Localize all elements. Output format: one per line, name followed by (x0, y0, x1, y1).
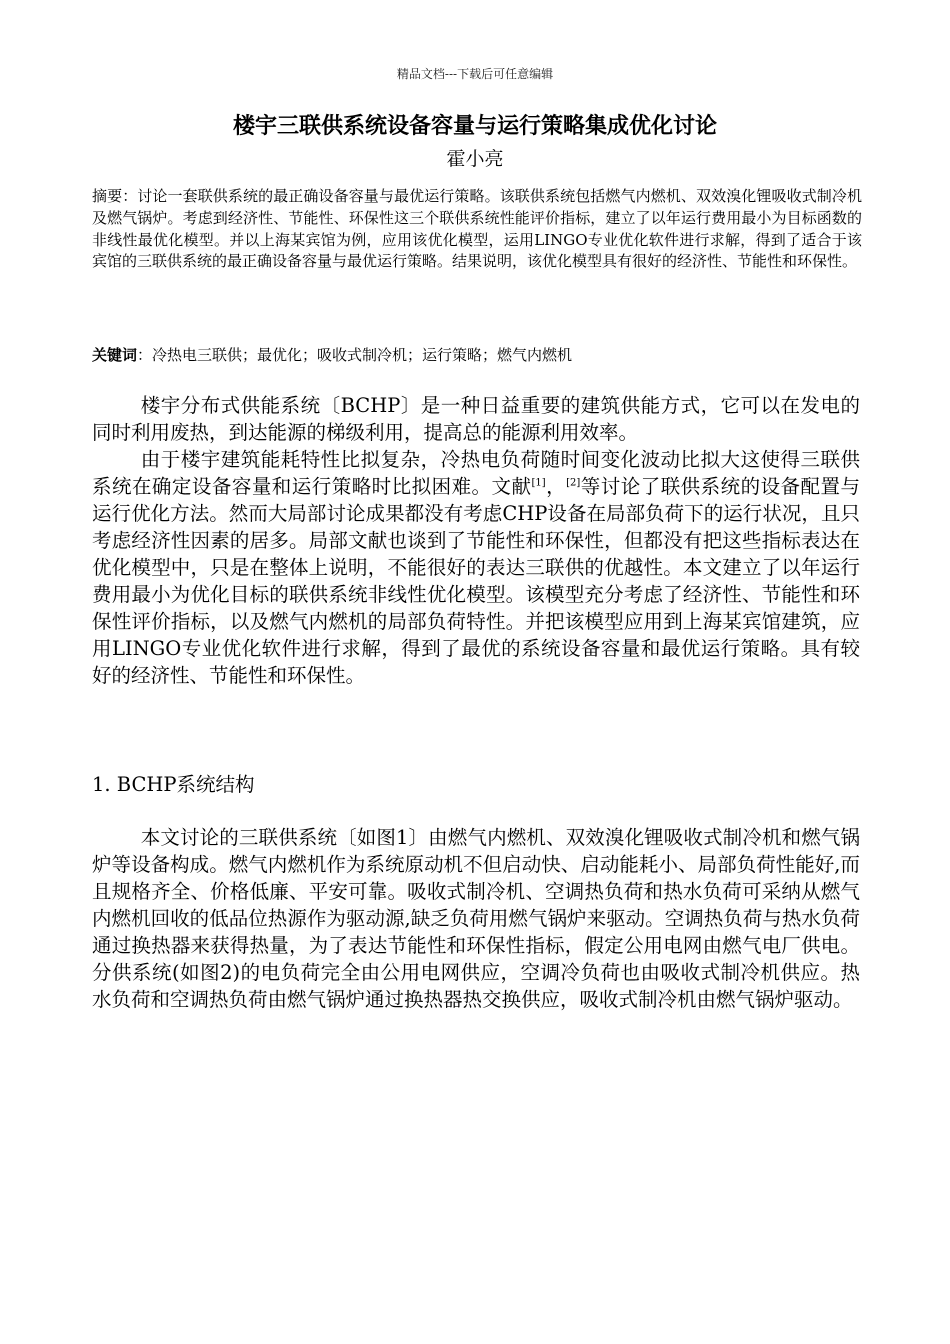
page-header-note: 精品文档---下载后可任意编辑 (396, 67, 554, 81)
section-1-body (92, 824, 860, 1013)
section-1-heading: 1. BCHP系统结构 (92, 773, 255, 796)
keywords-label: 关键词 (92, 346, 138, 364)
citation-separator: ， (545, 475, 567, 498)
intro-paragraph-1: 楼宇分布式供能系统〔BCHP〕是一种日益重要的建筑供能方式，它可以在发电的同时利用废热，到达能源的梯级利用，提高总的能源利用效率。 (92, 394, 860, 444)
paper-title: 楼宇三联供系统设备容量与运行策略集成优化讨论 (232, 114, 717, 139)
abstract-paragraph: 摘要：讨论一套联供系统的最正确设备容量与最优运行策略。该联供系统包括燃气内燃机、双效溴化锂吸收式制冷机及燃气锅炉。考虑到经济性、节能性、环保性这三个联供系统性能评价指标，建立了以年运行费用最小为目标函数的非线性最优化模型。并以上海某宾馆为例，应用该优化模型，运用LINGO专业优化软件进行求解，得到了适合于该宾馆的三联供系统的最正确设备容量与最优运行策略。结果说明，该优化模型具有很好的经济性、节能性和环保性。 (92, 187, 862, 271)
keywords-line (92, 344, 862, 366)
intro-paragraph-2-part-2: 等讨论了联供系统的设备配置与运行优化方法。然而大局部讨论成果都没有考虑CHP设备在局部负荷下的运行状况，且只考虑经济性因素的居多。局部文献也谈到了节能性和环保性，但都没有把这些指标表达在优化模型中，只是在整体上说明，不能很好的表达三联供的优越性。本文建立了以年运行费用最小为优化目标的联供系统非线性优化模型。该模型充分考虑了经济性、节能性和环保性评价指标，以及燃气内燃机的局部负荷特性。并把该模型应用到上海某宾馆建筑，应用LINGO专业优化软件进行求解，得到了最优的系统设备容量和最优运行策略。具有较好的经济性、节能性和环保性。 (92, 475, 860, 687)
keywords-text: ：冷热电三联供；最优化；吸收式制冷机；运行策略；燃气内燃机 (137, 346, 573, 364)
citation-1: [1] (531, 477, 546, 489)
section-1-paragraph-1: 本文讨论的三联供系统〔如图1〕由燃气内燃机、双效溴化锂吸收式制冷机和燃气锅炉等设备构成。燃气内燃机作为系统原动机不但启动快、启动能耗小、局部负荷性能好,而且规格齐全、价格低廉、平安可靠。吸收式制冷机、空调热负荷和热水负荷可采纳从燃气内燃机回收的低品位热源作为驱动源,缺乏负荷用燃气锅炉来驱动。空调热负荷与热水负荷通过换热器来获得热量，为了表达节能性和环保性指标，假定公用电网由燃气电厂供电。分供系统(如图2)的电负荷完全由公用电网供应，空调冷负荷也由吸收式制冷机供应。热水负荷和空调热负荷由燃气锅炉通过换热器热交换供应，吸收式制冷机由燃气锅炉驱动。 (92, 826, 860, 1011)
citation-2: [2] (566, 477, 581, 489)
introduction-section (92, 392, 860, 689)
author-name: 霍小亮 (446, 148, 504, 170)
intro-paragraph-2 (92, 446, 860, 689)
intro-paragraph-2-part-1: 由于楼宇建筑能耗特性比拟复杂，冷热电负荷随时间变化波动比拟大这使得三联供系统在确定设备容量和运行策略时比拟困难。文献 (92, 448, 860, 498)
